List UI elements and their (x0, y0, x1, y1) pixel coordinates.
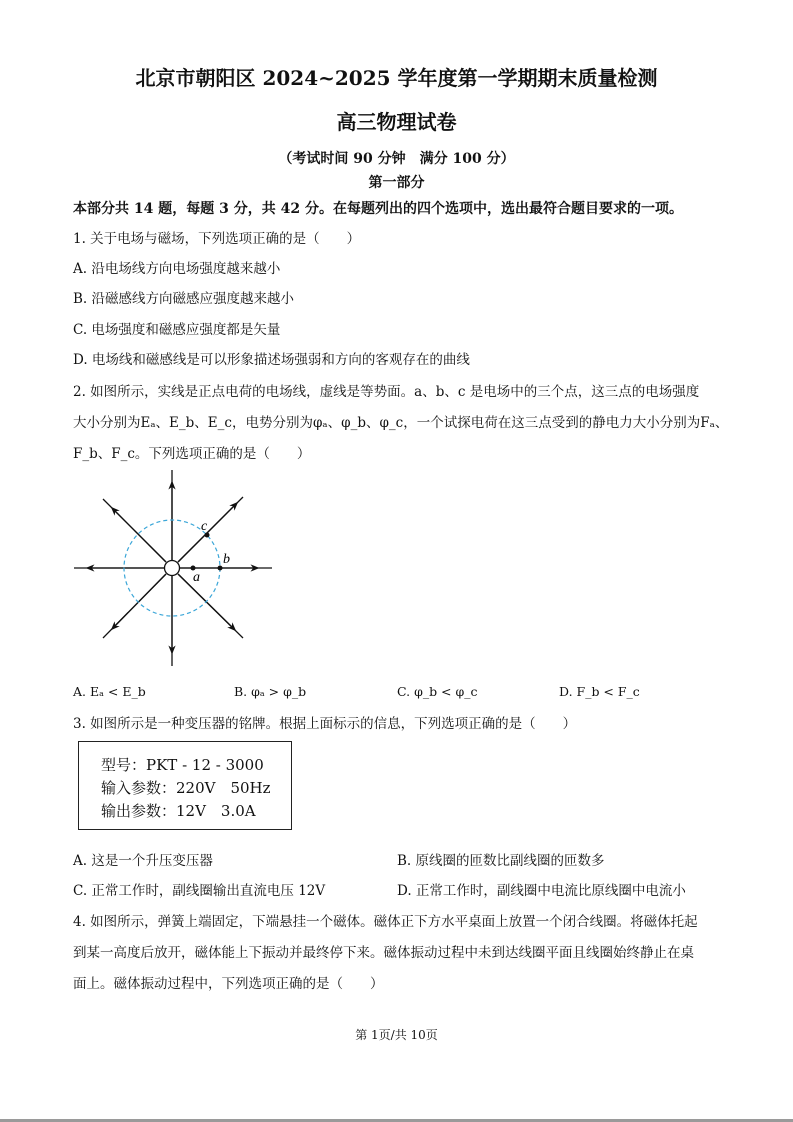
q3-option-c: C. 正常工作时，副线圈输出直流电压 12V (73, 883, 326, 899)
q3-option-b: B. 原线圈的匝数比副线圈的匝数多 (397, 853, 605, 869)
page-footer: 第 1页/共 10页 (355, 1028, 438, 1042)
q2-option-b: B. φₐ > φ_b (234, 684, 307, 699)
label-c: c (201, 519, 208, 534)
q1-option-a: A. 沿电场线方向电场强度越来越小 (73, 261, 281, 277)
nameplate-output: 输出参数：12V 3.0A (101, 802, 256, 820)
q2-stem-line3: F_b、F_c。下列选项正确的是（ ） (73, 446, 311, 462)
q2-option-c: C. φ_b < φ_c (397, 684, 478, 699)
transformer-nameplate (78, 741, 292, 830)
q1-option-d: D. 电场线和磁感线是可以形象描述场强弱和方向的客观存在的曲线 (73, 352, 470, 368)
q2-option-d: D. F_b < F_c (559, 684, 640, 699)
q4-stem-line1: 4. 如图所示，弹簧上端固定，下端悬挂一个磁体。磁体正下方水平桌面上放置一个闭合线圈。将磁体托起 (73, 914, 698, 930)
q1-stem: 1. 关于电场与磁场，下列选项正确的是（ ） (73, 231, 361, 247)
q3-option-d: D. 正常工作时，副线圈中电流比原线圈中电流小 (397, 883, 686, 899)
exam-subtitle: 高三物理试卷 (336, 110, 457, 134)
q3-option-a: A. 这是一个升压变压器 (73, 853, 213, 869)
q1-option-c: C. 电场强度和磁感应强度都是矢量 (73, 322, 281, 338)
exam-info: （考试时间 90 分钟 满分 100 分） (278, 151, 515, 167)
q1-option-b: B. 沿磁感线方向磁感应强度越来越小 (73, 291, 295, 307)
exam-title: 北京市朝阳区 2024~2025 学年度第一学期期末质量检测 (135, 66, 658, 90)
q4-stem-line3: 面上。磁体振动过程中，下列选项正确的是（ ） (73, 976, 384, 992)
q2-stem-line2: 大小分别为Eₐ、E_b、E_c，电势分别为φₐ、φ_b、φ_c，一个试探电荷在这三点受到的静电力大小分别为Fₐ、 (73, 415, 729, 431)
nameplate-model: 型号：PKT - 12 - 3000 (101, 756, 264, 774)
q2-option-a: A. Eₐ < E_b (73, 684, 146, 699)
label-a: a (193, 570, 200, 585)
part-heading: 第一部分 (368, 175, 425, 191)
q2-stem-line1: 2. 如图所示，实线是正点电荷的电场线，虚线是等势面。a、b、c 是电场中的三个点，这三点的电场强度 (73, 384, 700, 400)
nameplate-input: 输入参数：220V 50Hz (101, 779, 271, 797)
point-charge (165, 561, 180, 576)
instructions: 本部分共 14 题，每题 3 分，共 42 分。在每题列出的四个选项中，选出最符合题目要求的一项。 (73, 201, 683, 217)
q4-stem-line2: 到某一高度后放开，磁体能上下振动并最终停下来。磁体振动过程中未到达线圈平面且线圈始终静止在桌 (73, 945, 694, 961)
label-b: b (223, 552, 230, 567)
q3-stem: 3. 如图所示是一种变压器的铭牌。根据上面标示的信息，下列选项正确的是（ ） (73, 716, 577, 732)
